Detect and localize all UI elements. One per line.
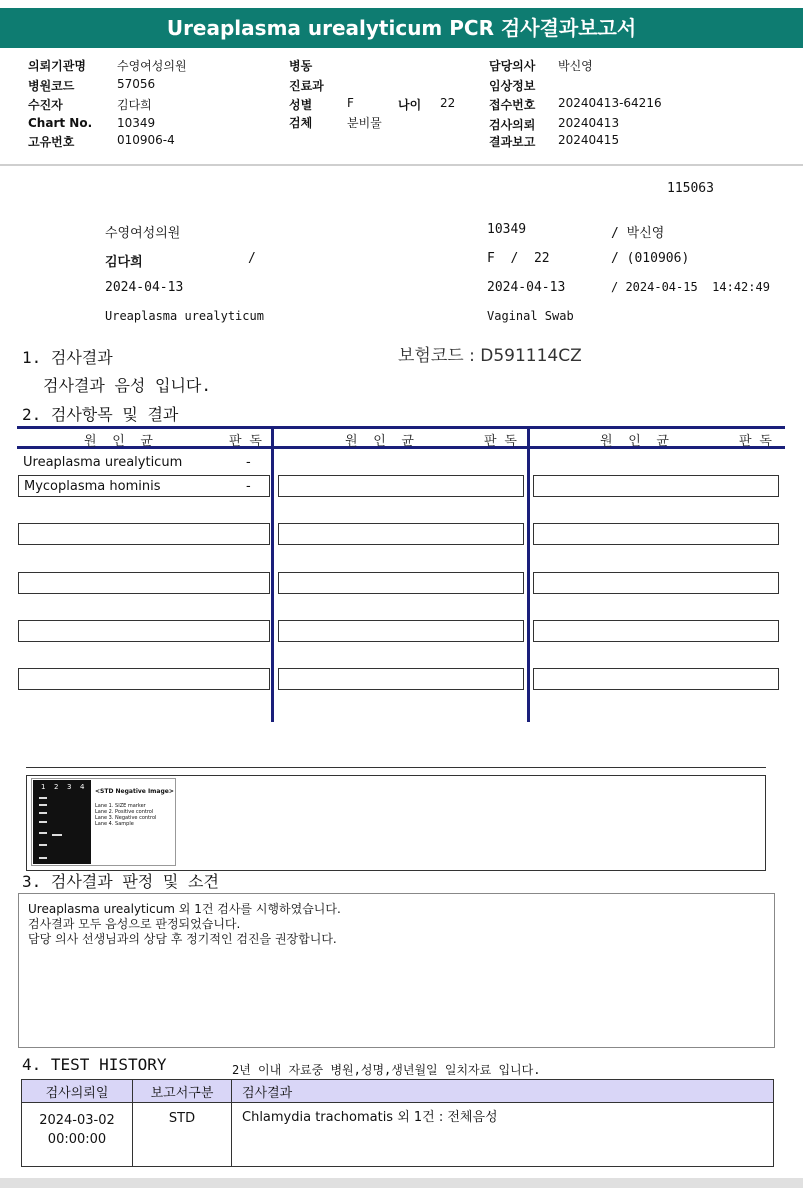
column-divider-2 (527, 426, 530, 722)
label-clinical-info: 임상정보 (489, 79, 536, 93)
empty-cell (533, 668, 779, 690)
value-receipt-no: 20240413-64216 (558, 96, 662, 110)
empty-cell (18, 668, 270, 690)
value-sex: F (347, 96, 354, 110)
marker-band (39, 857, 47, 859)
label-ward: 병동 (289, 59, 313, 73)
empty-cell (18, 620, 270, 642)
label-age: 나이 (398, 98, 422, 112)
gel-image (31, 778, 176, 866)
col-head-judgment-2: 판 독 (484, 434, 517, 449)
history-table (21, 1079, 774, 1167)
label-chart-no: Chart No. (28, 116, 93, 130)
history-col-type: 보고서구분 (133, 1080, 232, 1103)
history-col-date: 검사의뢰일 (22, 1080, 133, 1103)
empty-cell (18, 523, 270, 545)
section2-title: 2. 검사항목 및 결과 (22, 405, 179, 424)
col-head-judgment-1: 판 독 (229, 434, 262, 449)
summary-patient: 김다희 (105, 255, 143, 270)
empty-cell (278, 572, 524, 594)
label-institution: 의뢰기관명 (28, 59, 86, 73)
table-row (22, 1103, 774, 1167)
col-head-pathogen-1: 원 인 균 (84, 434, 153, 449)
gel-legend-item: Lane 1. SIZE marker (95, 803, 146, 809)
gel-panel (26, 775, 766, 871)
section1-title: 1. 검사결과 (22, 348, 113, 367)
bottom-margin (0, 1178, 803, 1188)
gel-top-rule (26, 767, 766, 768)
gel-photo (33, 780, 91, 864)
column-divider-1 (271, 426, 274, 722)
label-patient: 수진자 (28, 98, 63, 112)
report-title: Ureaplasma urealyticum PCR 검사결과보고서 (0, 8, 803, 48)
opinion-line: 담당 의사 선생님과의 상담 후 정기적인 검진을 권장합니다. (28, 932, 337, 946)
summary-slash: / (248, 251, 256, 266)
label-hospital-code: 병원코드 (28, 79, 75, 93)
header-divider (0, 164, 803, 166)
empty-cell (278, 668, 524, 690)
lane-label: 3 (67, 783, 72, 791)
col-head-pathogen-2: 원 인 균 (345, 434, 414, 449)
summary-test-name: Ureaplasma urealyticum (105, 309, 264, 323)
value-doctor: 박신영 (558, 59, 593, 73)
value-request: 20240413 (558, 116, 620, 130)
empty-cell (278, 475, 524, 497)
lane-label: 1 (41, 783, 46, 791)
summary-receipt-date: 2024-04-13 (487, 280, 566, 295)
history-result: Chlamydia trachomatis 외 1건 : 전체음성 (232, 1103, 774, 1167)
empty-cell (533, 620, 779, 642)
value-chart-no: 10349 (117, 116, 156, 130)
result-item-name: Mycoplasma hominis (24, 479, 161, 494)
history-header-row (22, 1080, 774, 1103)
value-hospital-code: 57056 (117, 77, 156, 91)
marker-band (39, 832, 47, 834)
label-unique-no: 고유번호 (28, 135, 75, 149)
summary-birth: / (010906) (611, 251, 690, 266)
report-code: 115063 (667, 181, 714, 196)
opinion-box (18, 893, 775, 1048)
summary-report-datetime: / 2024-04-15 14:42:49 (611, 280, 770, 294)
value-institution: 수영여성의원 (117, 59, 187, 73)
empty-cell (533, 572, 779, 594)
history-date: 2024-03-02 (39, 1113, 115, 1128)
value-specimen: 분비물 (347, 116, 382, 130)
summary-sex-age: F / 22 (487, 251, 550, 266)
summary-specimen: Vaginal Swab (487, 309, 574, 323)
gel-legend-item: Lane 2. Positive control (95, 809, 154, 815)
label-receipt-no: 접수번호 (489, 98, 536, 112)
result-cell (18, 475, 270, 497)
empty-cell (18, 572, 270, 594)
value-age: 22 (440, 96, 456, 110)
marker-band (39, 821, 47, 823)
value-patient: 김다희 (117, 98, 152, 112)
history-time: 00:00:00 (47, 1132, 107, 1147)
summary-doctor: / 박신영 (611, 226, 665, 241)
label-request: 검사의뢰 (489, 118, 536, 132)
gel-legend-item: Lane 3. Negative control (95, 815, 157, 821)
lane-label: 2 (54, 783, 59, 791)
gel-legend-item: Lane 4. Sample (95, 821, 134, 827)
empty-cell (533, 475, 779, 497)
empty-cell (278, 523, 524, 545)
gel-caption-title: <STD Negative Image> (95, 788, 174, 795)
label-sex: 성별 (289, 98, 313, 112)
history-type: STD (133, 1103, 232, 1167)
label-specimen: 검체 (289, 116, 313, 130)
label-result-report: 결과보고 (489, 135, 536, 149)
value-unique-no: 010906-4 (117, 133, 175, 147)
result-item-value: - (246, 455, 251, 470)
history-date-cell (22, 1103, 133, 1167)
marker-band (39, 812, 47, 814)
opinion-line: 검사결과 모두 음성으로 판정되었습니다. (28, 917, 241, 931)
positive-band (52, 834, 62, 836)
opinion-line: Ureaplasma urealyticum 외 1건 검사를 시행하였습니다. (28, 902, 341, 916)
empty-cell (533, 523, 779, 545)
empty-cell (278, 620, 524, 642)
marker-band (39, 804, 47, 806)
col-head-judgment-3: 판 독 (739, 434, 772, 449)
label-doctor: 담당의사 (489, 59, 536, 73)
section4-title: 4. TEST HISTORY (22, 1055, 167, 1074)
value-result-report: 20240415 (558, 133, 620, 147)
summary-request-date: 2024-04-13 (105, 280, 184, 295)
section1-result: 검사결과 음성 입니다. (43, 376, 212, 395)
marker-band (39, 844, 47, 846)
col-head-pathogen-3: 원 인 균 (600, 434, 669, 449)
table-top-rule (17, 426, 785, 429)
label-department: 진료과 (289, 79, 324, 93)
insurance-code: 보험코드 : D591114CZ (398, 346, 582, 366)
summary-chart: 10349 (487, 222, 527, 237)
summary-clinic: 수영여성의원 (105, 226, 181, 241)
section3-title: 3. 검사결과 판정 및 소견 (22, 872, 219, 891)
lane-label: 4 (80, 783, 85, 791)
marker-band (39, 797, 47, 799)
history-col-result: 검사결과 (232, 1080, 774, 1103)
result-item-value: - (246, 479, 251, 494)
result-item-name: Ureaplasma urealyticum (23, 455, 183, 470)
history-note: 2년 이내 자료중 병원,성명,생년월일 일치자료 입니다. (232, 1063, 541, 1077)
